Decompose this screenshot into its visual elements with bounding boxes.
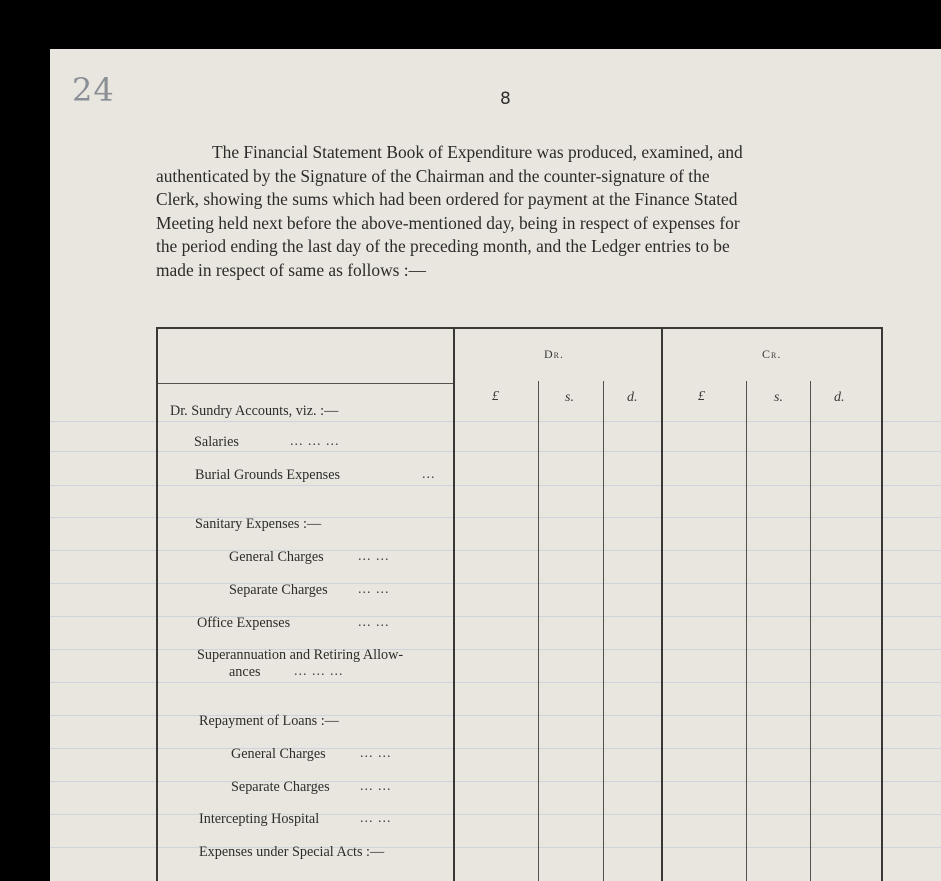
column-divider [603, 381, 604, 881]
column-divider [746, 381, 747, 881]
intro-line: Meeting held next before the above-mentioned day, being in respect of expenses for [156, 212, 740, 233]
pence-column: d. [627, 390, 638, 405]
row-superannuation-cont: ances [229, 664, 261, 680]
expenditure-table [156, 327, 883, 881]
dr-header: Dr. [544, 347, 565, 361]
intro-line: authenticated by the Signature of the Chairman and the counter-signature of the [156, 165, 710, 186]
row-office-expenses: Office Expenses [197, 615, 291, 631]
leader-dots: ... ... [358, 582, 390, 597]
row-sundry-accounts: Dr. Sundry Accounts, viz. :— [170, 403, 339, 419]
shillings-column: s. [565, 390, 574, 405]
dr-cr-divider [661, 329, 663, 881]
leader-dots: ... [422, 467, 436, 482]
leader-dots: ... ... [360, 746, 392, 761]
pounds-column: £ [698, 389, 705, 404]
column-divider [810, 381, 811, 881]
intro-line: The Financial Statement Book of Expenditure was produced, examined, and [212, 142, 743, 162]
corner-page-mark: 24 [72, 71, 115, 109]
pounds-column: £ [492, 389, 499, 404]
shillings-column: s. [774, 390, 783, 405]
row-sanitary-general: General Charges [229, 549, 324, 565]
ledger-page [50, 49, 941, 881]
leader-dots: ... ... ... [290, 434, 340, 449]
row-loans-separate: Separate Charges [231, 779, 330, 795]
intro-paragraph [156, 141, 880, 282]
row-loans-general: General Charges [231, 746, 326, 762]
column-divider [538, 381, 539, 881]
intro-line: Clerk, showing the sums which had been ordered for payment at the Finance Stated [156, 189, 738, 209]
row-superannuation: Superannuation and Retiring Allow- [197, 647, 404, 663]
leader-dots: ... ... ... [294, 664, 344, 679]
label-column-divider [453, 329, 455, 881]
row-repayment-of-loans: Repayment of Loans :— [199, 713, 339, 729]
leader-dots: ... ... [358, 615, 390, 630]
leader-dots: ... ... [358, 549, 390, 564]
intro-line: made in respect of same as follows :— [156, 259, 426, 280]
intro-line: the period ending the last day of the preceding month, and the Ledger entries to be [156, 236, 730, 256]
leader-dots: ... ... [360, 811, 392, 826]
page-number: 8 [500, 89, 511, 109]
header-divider [158, 383, 455, 384]
row-special-acts: Expenses under Special Acts :— [199, 844, 385, 860]
row-burial-grounds: Burial Grounds Expenses [195, 467, 341, 483]
row-sanitary-expenses: Sanitary Expenses :— [195, 516, 322, 532]
row-salaries: Salaries [194, 434, 239, 450]
pence-column: d. [834, 390, 845, 405]
row-sanitary-separate: Separate Charges [229, 582, 328, 598]
leader-dots: ... ... [360, 779, 392, 794]
row-intercepting-hospital: Intercepting Hospital [199, 811, 320, 827]
cr-header: Cr. [762, 347, 782, 361]
